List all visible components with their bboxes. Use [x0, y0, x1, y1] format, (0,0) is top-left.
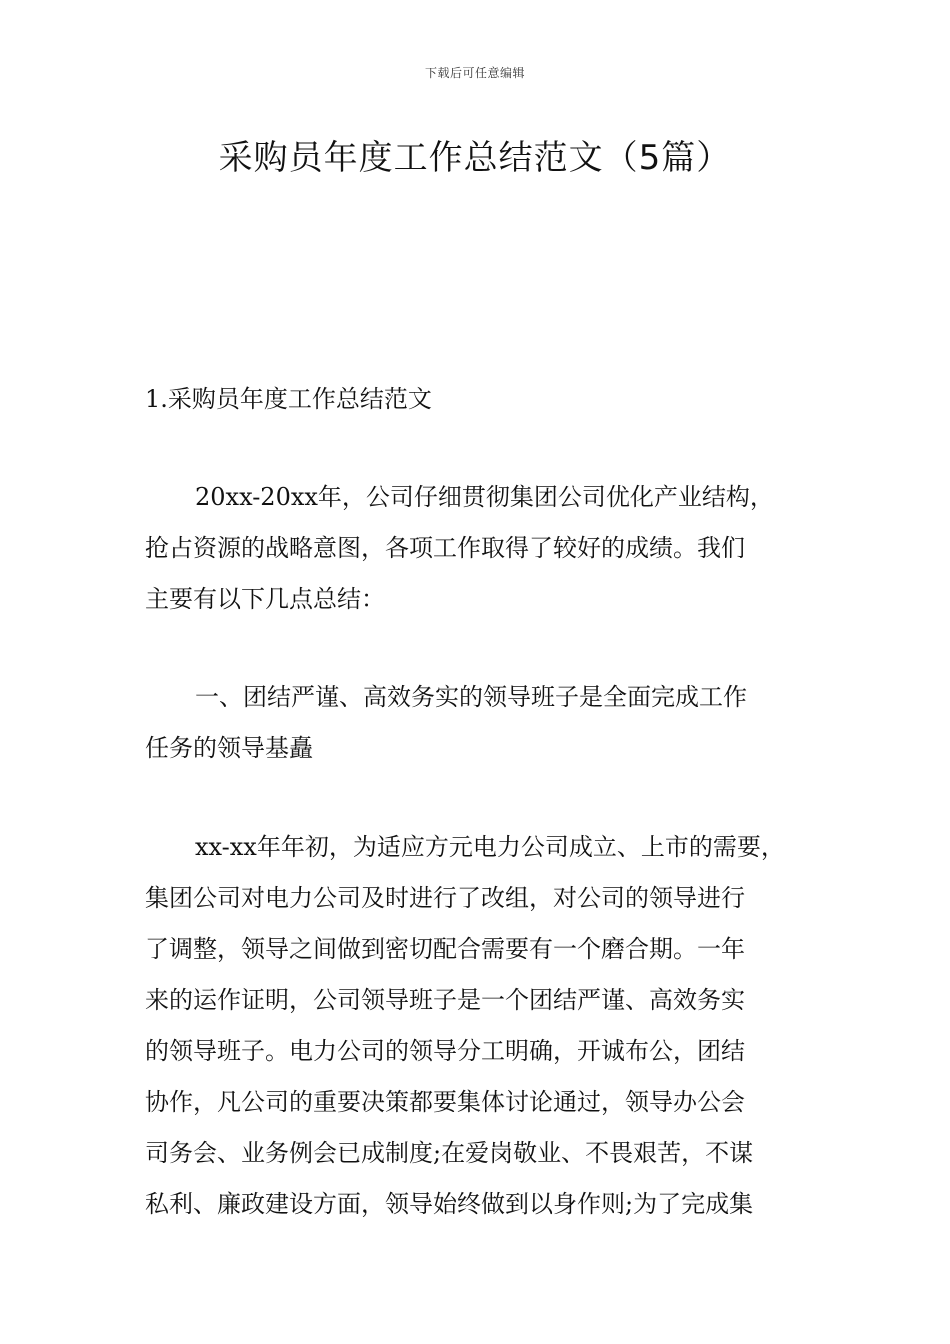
- header-note: 下载后可任意编辑: [424, 66, 525, 80]
- paragraph-line: 抢占资源的战略意图，各项工作取得了较好的成绩。我们: [145, 534, 745, 562]
- paragraph-line: xx-xx年年初，为适应方元电力公司成立、上市的需要，: [195, 833, 785, 861]
- paragraph-line: 一、团结严谨、高效务实的领导班子是全面完成工作: [195, 683, 747, 711]
- paragraph-line: 私利、廉政建设方面，领导始终做到以身作则;为了完成集: [145, 1190, 754, 1218]
- paragraph-line: 20xx-20xx年，公司仔细贯彻集团公司优化产业结构，: [195, 483, 774, 511]
- section-heading: 1.采购员年度工作总结范文: [145, 385, 432, 413]
- paragraph-3: [145, 822, 825, 1230]
- page-title: 采购员年度工作总结范文（5篇）: [218, 138, 732, 178]
- paragraph-line: 协作，凡公司的重要决策都要集体讨论通过，领导办公会: [145, 1088, 745, 1116]
- paragraph-line: 了调整，领导之间做到密切配合需要有一个磨合期。一年: [145, 935, 745, 963]
- paragraph-line: 任务的领导基矗: [145, 734, 313, 762]
- paragraph-1: [145, 472, 825, 625]
- paragraph-line: 的领导班子。电力公司的领导分工明确，开诚布公，团结: [145, 1037, 745, 1065]
- paragraph-line: 集团公司对电力公司及时进行了改组，对公司的领导进行: [145, 884, 745, 912]
- paragraph-line: 主要有以下几点总结：: [145, 585, 385, 613]
- paragraph-2: [145, 672, 825, 774]
- paragraph-line: 来的运作证明，公司领导班子是一个团结严谨、高效务实: [145, 986, 745, 1014]
- paragraph-line: 司务会、业务例会已成制度;在爱岗敬业、不畏艰苦，不谋: [145, 1139, 754, 1167]
